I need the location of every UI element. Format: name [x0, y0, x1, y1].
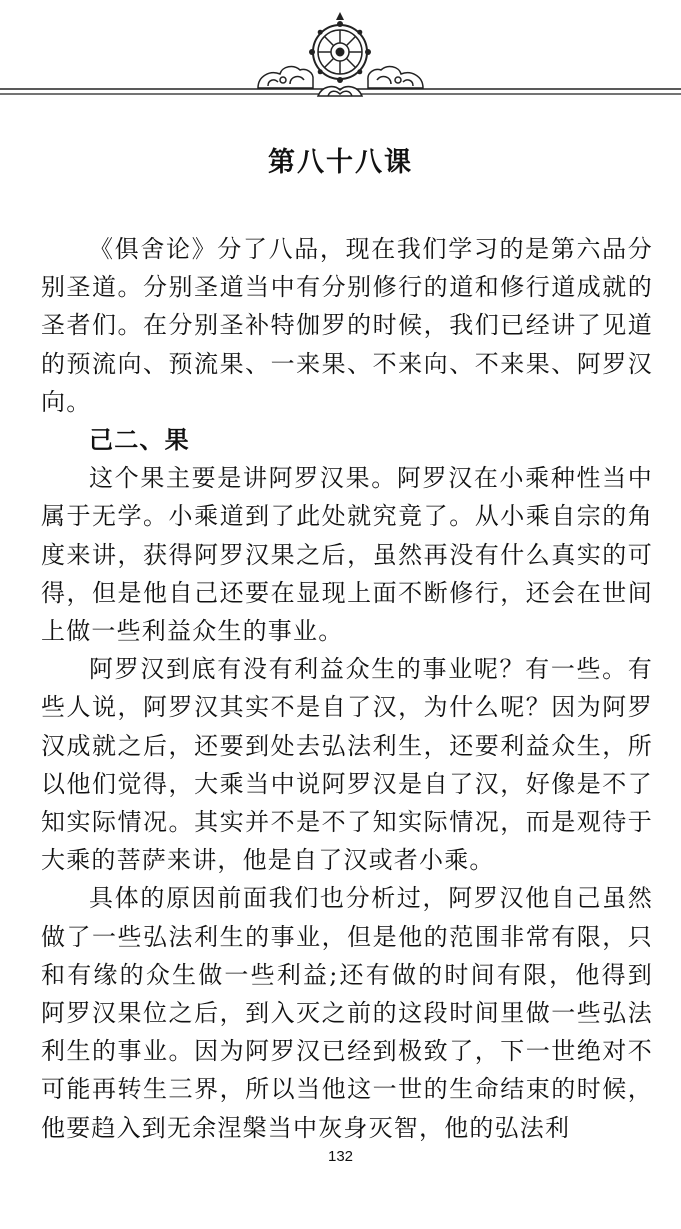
lotus-base-icon [318, 87, 362, 96]
paragraph-intro: 《俱舍论》分了八品，现在我们学习的是第六品分别圣道。分别圣道当中有分别修行的道和修行道成就的圣者们。在分别圣补特伽罗的时候，我们已经讲了见道的预流向、预流果、一来果、不来向、不来果、阿罗汉向。 [41, 235, 653, 416]
cloud-scroll-right-icon [368, 67, 423, 88]
dharma-wheel-icon [309, 12, 371, 83]
lesson-title: 第八十八课 [268, 147, 413, 178]
section-subheading: 己二、果 [89, 425, 190, 455]
paragraph-arhat-benefit: 阿罗汉到底有没有利益众生的事业呢？有一些。有些人说，阿罗汉其实不是自了汉，为什么呢？因为阿罗汉成就之后，还要到处去弘法利生，还要利益众生，所以他们觉得，大乘当中说阿罗汉是自了汉，好像是不了知实际情况。其实并不是不了知实际情况，而是观待于大乘的菩萨来讲，他是自了汉或者小乘。 [41, 655, 653, 875]
page-header [0, 0, 681, 110]
paragraph-arhat-fruit: 这个果主要是讲阿罗汉果。阿罗汉在小乘种性当中属于无学。小乘道到了此处就究竟了。从小乘自宗的角度来讲，获得阿罗汉果之后，虽然再没有什么真实的可得，但是他自己还要在显现上面不断修行，还会在世间上做一些利益众生的事业。 [41, 464, 653, 646]
paragraph-reasons: 具体的原因前面我们也分析过，阿罗汉他自己虽然做了一些弘法利生的事业，但是他的范围非常有限，只和有缘的众生做一些利益;还有做的时间有限，他得到阿罗汉果位之后，到入灭之前的这段时间里做一些弘法利生的事业。因为阿罗汉已经到极致了，下一世绝对不可能再转生三界，所以当他这一世的生命结束的时候，他要趋入到无余涅槃当中灰身灭智，他的弘法利 [41, 884, 653, 1142]
header-ornament [0, 0, 681, 110]
page-number: 132 [327, 1148, 354, 1165]
lesson-body [41, 230, 653, 1147]
cloud-scroll-left-icon [258, 67, 313, 88]
